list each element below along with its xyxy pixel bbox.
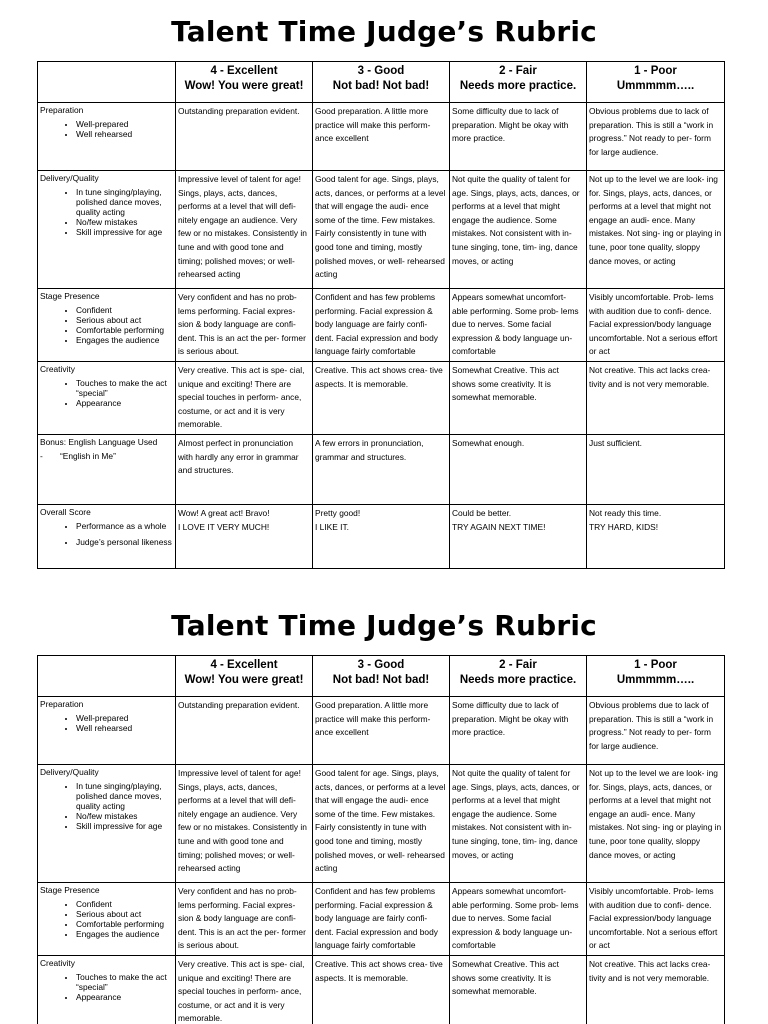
score-cell: Good talent for age. Sings, plays, acts, dances, or performs at a level that will engage the audi- ence some of the time. Few mistakes. Fairly consistently in tune with good tone and timing, mostly polished moves, or well- rehearsed acting bbox=[313, 171, 450, 289]
rubric-2 bbox=[0, 594, 768, 1024]
level-header-good: 3 - Good Not bad! Not bad! bbox=[313, 656, 450, 697]
bullet-item: • Serious about act bbox=[76, 315, 173, 325]
rubric-title: Talent Time Judge’s Rubric bbox=[171, 15, 597, 48]
row-delivery bbox=[38, 765, 725, 883]
bullet-item: • Well rehearsed bbox=[76, 723, 173, 733]
bullet-item: • Comfortable performing bbox=[76, 919, 173, 929]
level-header-excellent: 4 - Excellent Wow! You were great! bbox=[176, 62, 313, 103]
score-cell: A few errors in pronunciation, grammar and structures. bbox=[313, 434, 450, 504]
score-cell: Good talent for age. Sings, plays, acts, dances, or performs at a level that will engage the audi- ence some of the time. Few mistakes. Fairly consistently in tune with good tone and timing, mostly polished moves, or well- rehearsed acting bbox=[313, 765, 450, 883]
score-cell: Creative. This act shows crea- tive aspects. It is memorable. bbox=[313, 361, 450, 434]
bullet-item: • Judge’s personal likeness bbox=[76, 537, 173, 547]
bullet-item: • Performance as a whole bbox=[76, 521, 173, 531]
bullet-item: • Appearance bbox=[76, 992, 173, 1002]
row-preparation bbox=[38, 697, 725, 765]
bullet-item: • No/few mistakes bbox=[76, 811, 173, 821]
score-cell: Appears somewhat uncomfort- able performing. Some prob- lems due to nerves. Some facial expression & body language un- comfortable bbox=[450, 289, 587, 362]
score-cell: Very confident and has no prob- lems performing. Facial expres- sion & body language are confi- dent. This is an act the per- former is serious about. bbox=[176, 883, 313, 956]
score-cell: Almost perfect in pronunciation with hardly any error in grammar and structures. bbox=[176, 434, 313, 504]
score-cell: Confident and has few problems performing. Facial expression & body language are fairly confi- dent. Facial expression and body language fairly comfortable bbox=[313, 289, 450, 362]
header-row bbox=[38, 62, 725, 103]
bullet-item: • Appearance bbox=[76, 398, 173, 408]
score-cell: Good preparation. A little more practice will make this perform- ance excellent bbox=[313, 697, 450, 765]
score-cell: Not quite the quality of talent for age. Sings, plays, acts, dances, or performs at a level that might engage the audience. Some mistakes. Not consistent with in-tune singing, tone, tim- ing, dance moves, or acting bbox=[450, 765, 587, 883]
bullet-item: • In tune singing/playing, polished dance moves, quality acting bbox=[76, 781, 173, 811]
bullet-item: • No/few mistakes bbox=[76, 217, 173, 227]
score-cell: Very creative. This act is spe- cial, unique and exciting! There are special touches in perform- ance, costume, or act and it is very memorable. bbox=[176, 955, 313, 1024]
category-cell: Preparation • Well-prepared • Well rehearsed bbox=[38, 103, 176, 171]
category-cell: Preparation • Well-prepared • Well rehearsed bbox=[38, 697, 176, 765]
score-cell: Somewhat enough. bbox=[450, 434, 587, 504]
score-cell: Some difficulty due to lack of preparation. Might be okay with more practice. bbox=[450, 697, 587, 765]
row-bonus-english bbox=[38, 434, 725, 504]
category-cell: Bonus: English Language Used - “English in Me” bbox=[38, 434, 176, 504]
score-cell: Just sufficient. bbox=[587, 434, 725, 504]
dash-item: - “English in Me” bbox=[40, 451, 173, 461]
row-creativity bbox=[38, 361, 725, 434]
category-cell: Stage Presence • Confident • Serious about act • Comfortable performing • Engages the audience bbox=[38, 883, 176, 956]
category-cell: Delivery/Quality • In tune singing/playing, polished dance moves, quality acting • No/few mistakes • Skill impressive for age bbox=[38, 171, 176, 289]
score-cell: Impressive level of talent for age! Sings, plays, acts, dances, performs at a level that will defi- nitely engage an audience. Very few or no mistakes. Consistently in tune and with good tone and timing; polished moves; or well- rehearsed acting bbox=[176, 171, 313, 289]
row-stage-presence bbox=[38, 883, 725, 956]
bullet-item: • Well-prepared bbox=[76, 119, 173, 129]
score-cell: Could be better. TRY AGAIN NEXT TIME! bbox=[450, 504, 587, 568]
score-cell: Obvious problems due to lack of preparation. This is still a “work in progress.” Not ready to per- form for large audience. bbox=[587, 103, 725, 171]
score-cell: Somewhat Creative. This act shows some creativity. It is somewhat memorable. bbox=[450, 955, 587, 1024]
score-cell: Impressive level of talent for age! Sings, plays, acts, dances, performs at a level that will defi- nitely engage an audience. Very few or no mistakes. Consistently in tune and with good tone and timing; polished moves; or well- rehearsed acting bbox=[176, 765, 313, 883]
row-creativity bbox=[38, 955, 725, 1024]
score-cell: Not creative. This act lacks crea- tivity and is not very memorable. bbox=[587, 361, 725, 434]
bullet-item: • Skill impressive for age bbox=[76, 821, 173, 831]
category-cell: Delivery/Quality • In tune singing/playing, polished dance moves, quality acting • No/few mistakes • Skill impressive for age bbox=[38, 765, 176, 883]
score-cell: Not ready this time. TRY HARD, KIDS! bbox=[587, 504, 725, 568]
score-cell: Visibly uncomfortable. Prob- lems with audition due to confi- dence. Facial expression/body language uncomfortable. Not a serious effort or act bbox=[587, 883, 725, 956]
level-header-good: 3 - Good Not bad! Not bad! bbox=[313, 62, 450, 103]
score-cell: Not quite the quality of talent for age. Sings, plays, acts, dances, or performs at a level that might engage the audience. Some mistakes. Not consistent with in-tune singing, tone, tim- ing, dance moves, or acting bbox=[450, 171, 587, 289]
bullet-item: • Well rehearsed bbox=[76, 129, 173, 139]
rubric-title: Talent Time Judge’s Rubric bbox=[171, 609, 597, 642]
row-delivery bbox=[38, 171, 725, 289]
header-corner bbox=[38, 62, 176, 103]
rubric-table bbox=[37, 655, 725, 1024]
score-cell: Outstanding preparation evident. bbox=[176, 103, 313, 171]
score-cell: Confident and has few problems performing. Facial expression & body language are fairly confi- dent. Facial expression and body language fairly comfortable bbox=[313, 883, 450, 956]
score-cell: Not up to the level we are look- ing for. Sings, plays, acts, dances, or performs at a level that might not engage an audi- ence. Many mistakes. Not sing- ing or playing in tune, poor tone quality, sloppy dance moves, or acting bbox=[587, 765, 725, 883]
level-header-poor: 1 - Poor Ummmmm….. bbox=[587, 656, 725, 697]
row-stage-presence bbox=[38, 289, 725, 362]
category-cell: Creativity • Touches to make the act “special” • Appearance bbox=[38, 955, 176, 1024]
level-header-excellent: 4 - Excellent Wow! You were great! bbox=[176, 656, 313, 697]
score-cell: Not creative. This act lacks crea- tivity and is not very memorable. bbox=[587, 955, 725, 1024]
header-corner bbox=[38, 656, 176, 697]
bullet-item: • Comfortable performing bbox=[76, 325, 173, 335]
bullet-item: • Engages the audience bbox=[76, 335, 173, 345]
level-header-fair: 2 - Fair Needs more practice. bbox=[450, 656, 587, 697]
category-cell: Creativity • Touches to make the act “special” • Appearance bbox=[38, 361, 176, 434]
score-cell: Obvious problems due to lack of preparation. This is still a “work in progress.” Not ready to per- form for large audience. bbox=[587, 697, 725, 765]
score-cell: Very creative. This act is spe- cial, unique and exciting! There are special touches in perform- ance, costume, or act and it is very memorable. bbox=[176, 361, 313, 434]
score-cell: Pretty good! I LIKE IT. bbox=[313, 504, 450, 568]
level-header-poor: 1 - Poor Ummmmm….. bbox=[587, 62, 725, 103]
row-overall-score bbox=[38, 504, 725, 568]
bullet-item: • Well-prepared bbox=[76, 713, 173, 723]
score-cell: Somewhat Creative. This act shows some creativity. It is somewhat memorable. bbox=[450, 361, 587, 434]
score-cell: Not up to the level we are look- ing for. Sings, plays, acts, dances, or performs at a level that might not engage an audi- ence. Many mistakes. Not sing- ing or playing in tune, poor tone quality, sloppy dance moves, or acting bbox=[587, 171, 725, 289]
header-row bbox=[38, 656, 725, 697]
row-preparation bbox=[38, 103, 725, 171]
category-cell: Overall Score • Performance as a whole • Judge’s personal likeness bbox=[38, 504, 176, 568]
score-cell: Visibly uncomfortable. Prob- lems with audition due to confi- dence. Facial expression/body language uncomfortable. Not a serious effort or act bbox=[587, 289, 725, 362]
bullet-item: • Confident bbox=[76, 305, 173, 315]
bullet-item: • Touches to make the act “special” bbox=[76, 378, 173, 398]
bullet-item: • Touches to make the act “special” bbox=[76, 972, 173, 992]
bullet-item: • Skill impressive for age bbox=[76, 227, 173, 237]
category-cell: Stage Presence • Confident • Serious about act • Comfortable performing • Engages the audience bbox=[38, 289, 176, 362]
score-cell: Creative. This act shows crea- tive aspects. It is memorable. bbox=[313, 955, 450, 1024]
bullet-item: • Serious about act bbox=[76, 909, 173, 919]
bullet-item: • Engages the audience bbox=[76, 929, 173, 939]
score-cell: Outstanding preparation evident. bbox=[176, 697, 313, 765]
rubric-table bbox=[37, 61, 725, 569]
bullet-item: • In tune singing/playing, polished dance moves, quality acting bbox=[76, 187, 173, 217]
score-cell: Good preparation. A little more practice will make this perform- ance excellent bbox=[313, 103, 450, 171]
score-cell: Appears somewhat uncomfort- able performing. Some prob- lems due to nerves. Some facial expression & body language un- comfortable bbox=[450, 883, 587, 956]
score-cell: Wow! A great act! Bravo! I LOVE IT VERY MUCH! bbox=[176, 504, 313, 568]
score-cell: Very confident and has no prob- lems performing. Facial expres- sion & body language are confi- dent. This is an act the per- former is serious about. bbox=[176, 289, 313, 362]
score-cell: Some difficulty due to lack of preparation. Might be okay with more practice. bbox=[450, 103, 587, 171]
bullet-item: • Confident bbox=[76, 899, 173, 909]
level-header-fair: 2 - Fair Needs more practice. bbox=[450, 62, 587, 103]
